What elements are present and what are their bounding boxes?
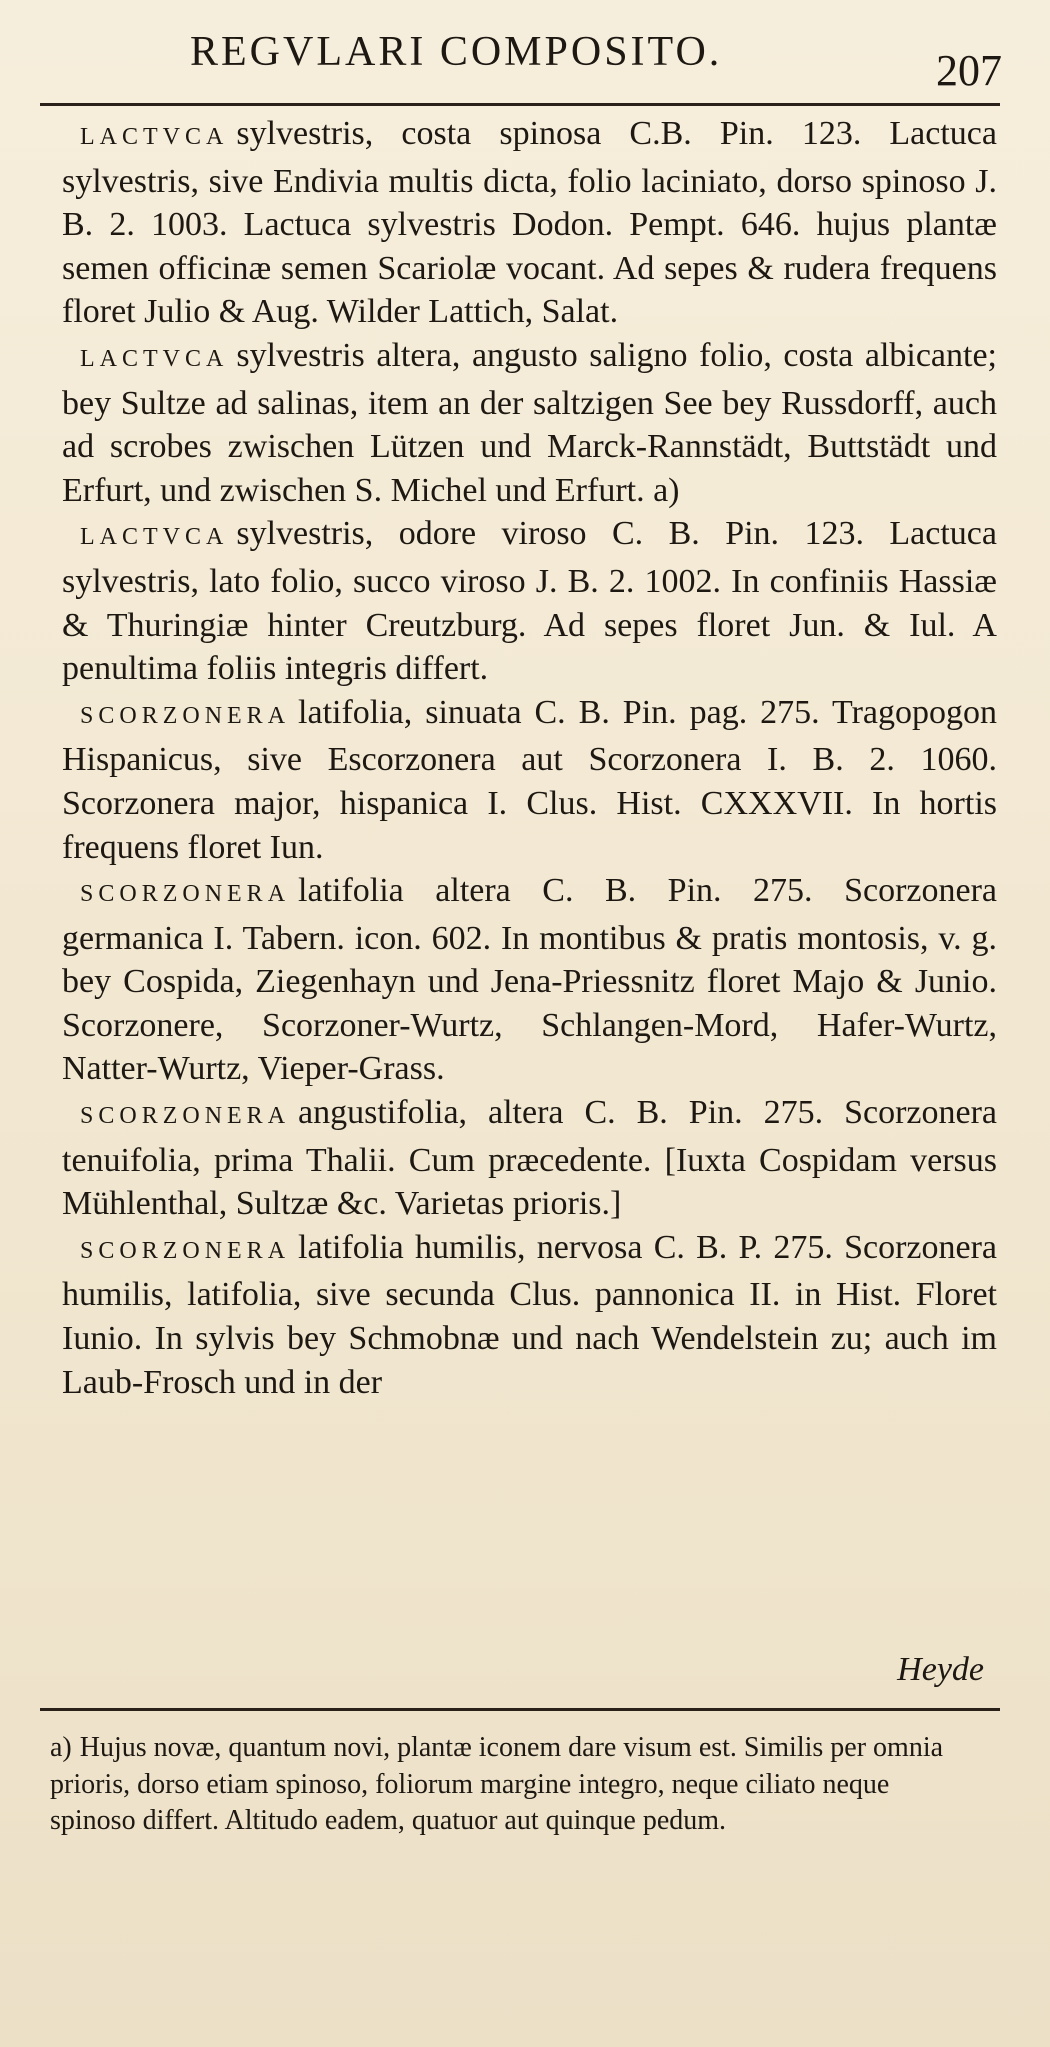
- main-text: [62, 112, 997, 1404]
- entry-lactuca-2: [62, 334, 997, 512]
- entry-scorzonera-3: [62, 1091, 997, 1226]
- entry-scorzonera-2: [62, 869, 997, 1091]
- header-rule: [40, 103, 1000, 106]
- entry-text: latifolia, sinuata C. B. Pin. pag. 275. Tragopogon Hispanicus, sive Escorzonera aut Scorzonera I. B. 2. 1060. Scorzonera major, hispanica I. Clus. Hist. CXXXVII. In hortis frequens floret Iun.: [62, 693, 997, 866]
- entry-head: SCORZONERA: [80, 1237, 291, 1264]
- catchword: Heyde: [897, 1651, 984, 1688]
- entry-text: angustifolia, altera C. B. Pin. 275. Scorzonera tenuifolia, prima Thalii. Cum præcedente. [Iuxta Cospidam versus Mühlenthal, Sultzæ &c. Varietas prioris.]: [62, 1094, 997, 1223]
- entry-lactuca-3: [62, 512, 997, 690]
- entry-text: sylvestris altera, angusto saligno folio, costa albicante; bey Sultze ad salinas, item an der saltzigen See bey Russdorff, auch ad scrobes zwischen Lützen und Marck-Rannstädt, Buttstädt und Erfurt, und zwischen S. Michel und Erfurt. a): [62, 336, 997, 509]
- footnote-mark: a): [50, 1732, 72, 1763]
- footnote: [50, 1730, 970, 1840]
- entry-scorzonera-4: [62, 1226, 997, 1404]
- footnote-text: Hujus novæ, quantum novi, plantæ iconem dare visum est. Similis per omnia prioris, dorso etiam spinoso, foliorum margine integro, neque ciliato neque spinoso differt. Altitudo eadem, quatuor aut quinque pedum.: [50, 1732, 944, 1836]
- entry-head: SCORZONERA: [80, 702, 291, 729]
- entry-head: LACTVCA: [80, 345, 229, 372]
- entry-text: latifolia humilis, nervosa C. B. P. 275. Scorzonera humilis, latifolia, sive secunda Clus. pannonica II. in Hist. Floret Iunio. In sylvis bey Schmobnæ und nach Wendelstein zu; auch im Laub-Frosch und in der: [62, 1228, 997, 1401]
- page-number: 207: [936, 46, 1002, 95]
- entry-head: SCORZONERA: [80, 1103, 291, 1130]
- footnote-rule: [40, 1708, 1000, 1711]
- entry-text: sylvestris, odore viroso C. B. Pin. 123. Lactuca sylvestris, lato folio, succo viroso J. B. 2. 1002. In confiniis Hassiæ & Thuringiæ hinter Creutzburg. Ad sepes floret Jun. & Iul. A penultima foliis integris differt.: [62, 515, 997, 688]
- entry-head: SCORZONERA: [80, 881, 291, 908]
- entry-lactuca-1: [62, 112, 997, 334]
- entry-head: LACTVCA: [80, 124, 229, 150]
- entry-text: sylvestris, costa spinosa C.B. Pin. 123. Lactuca sylvestris, sive Endivia multis dicta, folio laciniato, dorso spinoso J. B. 2. 1003. Lactuca sylvestris Dodon. Pempt. 646. hujus plantæ semen officinæ semen Scariolæ vocant. Ad sepes & rudera frequens floret Julio & Aug. Wilder Lattich, Salat.: [62, 115, 997, 331]
- entry-scorzonera-1: [62, 691, 997, 869]
- entry-head: LACTVCA: [80, 524, 229, 551]
- running-head: REGVLARI COMPOSITO.: [190, 29, 723, 75]
- entry-text: latifolia altera C. B. Pin. 275. Scorzonera germanica I. Tabern. icon. 602. In montibus & pratis montosis, v. g. bey Cospida, Ziegenhayn und Jena-Priessnitz floret Majo & Junio. Scorzonere, Scorzoner-Wurtz, Schlangen-Mord, Hafer-Wurtz, Natter-Wurtz, Vieper-Grass.: [62, 872, 997, 1088]
